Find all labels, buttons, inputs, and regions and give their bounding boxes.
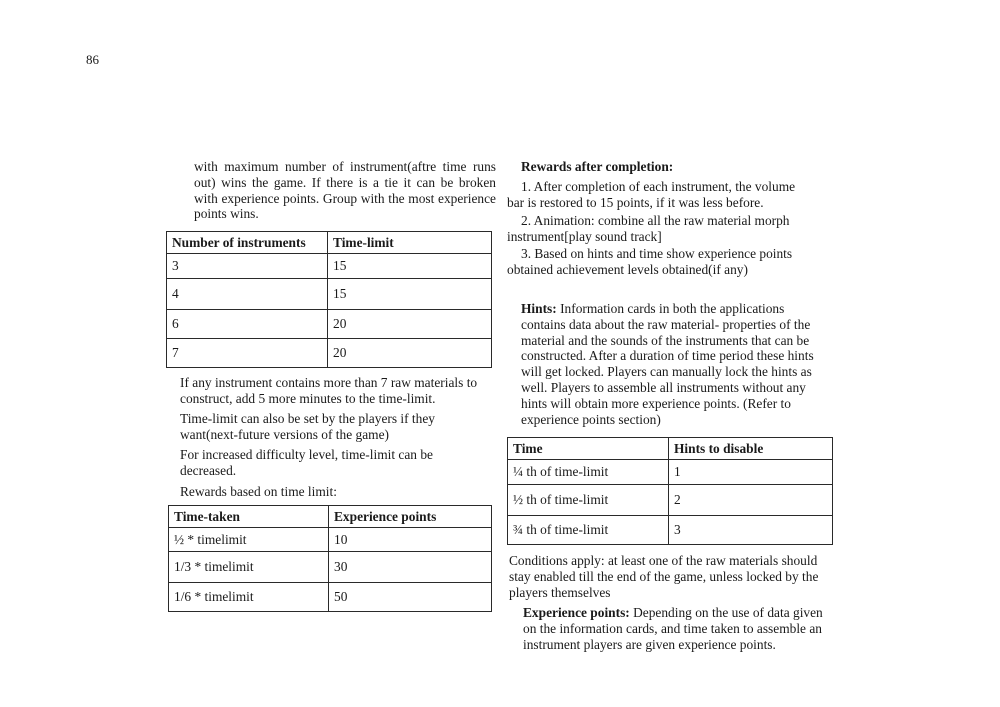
table-row [508, 485, 833, 516]
hints-label: Hints: [521, 301, 557, 316]
table-cell: 15 [328, 279, 492, 310]
table-cell: 7 [167, 339, 328, 368]
table-cell: 20 [328, 339, 492, 368]
table-cell: 10 [329, 528, 492, 552]
table-cell: 1/6 * timelimit [169, 583, 329, 612]
reward-item-1: 1. After completion of each instrument, the volume bar is restored to 15 points, if it was less before. [507, 179, 796, 210]
table-header: Hints to disable [669, 438, 833, 460]
experience-points-paragraph [523, 605, 823, 652]
table-cell: 2 [669, 485, 833, 516]
table-row [167, 339, 492, 368]
table-header: Time [508, 438, 669, 460]
table-cell: ½ * timelimit [169, 528, 329, 552]
difficulty-paragraph: For increased difficulty level, time-limit can be decreased. [180, 447, 433, 478]
table-cell: 6 [167, 310, 328, 339]
table-row [169, 583, 492, 612]
hints-disable-table [507, 437, 833, 545]
rewards-heading: Rewards after completion: [521, 159, 674, 174]
custom-time-limit-paragraph: Time-limit can also be set by the players if they want(next-future versions of the game) [180, 411, 435, 442]
table-cell: 20 [328, 310, 492, 339]
table-row [167, 310, 492, 339]
table-header: Number of instruments [167, 232, 328, 254]
table-row [167, 254, 492, 279]
reward-item-2: 2. Animation: combine all the raw material morph instrument[play sound track] [507, 213, 790, 244]
table-row [169, 528, 492, 552]
reward-item-3: 3. Based on hints and time show experience points obtained achievement levels obtained(if any) [507, 246, 793, 277]
time-limit-paragraph: If any instrument contains more than 7 raw materials to construct, add 5 more minutes to the time-limit. [180, 375, 478, 406]
table-header: Time-limit [328, 232, 492, 254]
rewards-time-limit-label: Rewards based on time limit: [180, 484, 337, 499]
table-cell: 30 [329, 552, 492, 583]
table-cell: ½ th of time-limit [508, 485, 669, 516]
table-cell: 1 [669, 460, 833, 485]
hints-text: Information cards in both the applications contains data about the raw material- properties of the material and the sounds of the instruments that can be constructed. After a duration of time period these hints will get locked. Players can manually lock the hints as well. Players to assemble all instruments without any hints will obtain more experience points. (Refer to experience points section) [521, 301, 814, 427]
page-number: 86 [86, 52, 99, 67]
experience-points-text: Depending on the use of data given on the information cards, and time taken to assemble an instrument players are given experience points. [523, 605, 823, 652]
experience-points-label: Experience points: [523, 605, 630, 620]
table-cell: 3 [167, 254, 328, 279]
table-row [167, 279, 492, 310]
table-cell: 50 [329, 583, 492, 612]
time-taken-experience-table [168, 505, 492, 612]
table-row [508, 460, 833, 485]
table-cell: ¾ th of time-limit [508, 516, 669, 545]
table-cell: ¼ th of time-limit [508, 460, 669, 485]
table-row [169, 552, 492, 583]
conditions-paragraph: Conditions apply: at least one of the raw materials should stay enabled till the end of the game, unless locked by the players themselves [509, 553, 819, 600]
table-header: Time-taken [169, 506, 329, 528]
table-cell: 3 [669, 516, 833, 545]
hints-paragraph [521, 301, 821, 427]
table-cell: 15 [328, 254, 492, 279]
table-cell: 4 [167, 279, 328, 310]
intro-paragraph: with maximum number of instrument(aftre time runs out) wins the game. If there is a tie it can be broken with experience points. Group with the most experience points wins. [194, 159, 496, 222]
table-cell: 1/3 * timelimit [169, 552, 329, 583]
table-row [508, 516, 833, 545]
table-header: Experience points [329, 506, 492, 528]
instruments-time-limit-table [166, 231, 492, 368]
